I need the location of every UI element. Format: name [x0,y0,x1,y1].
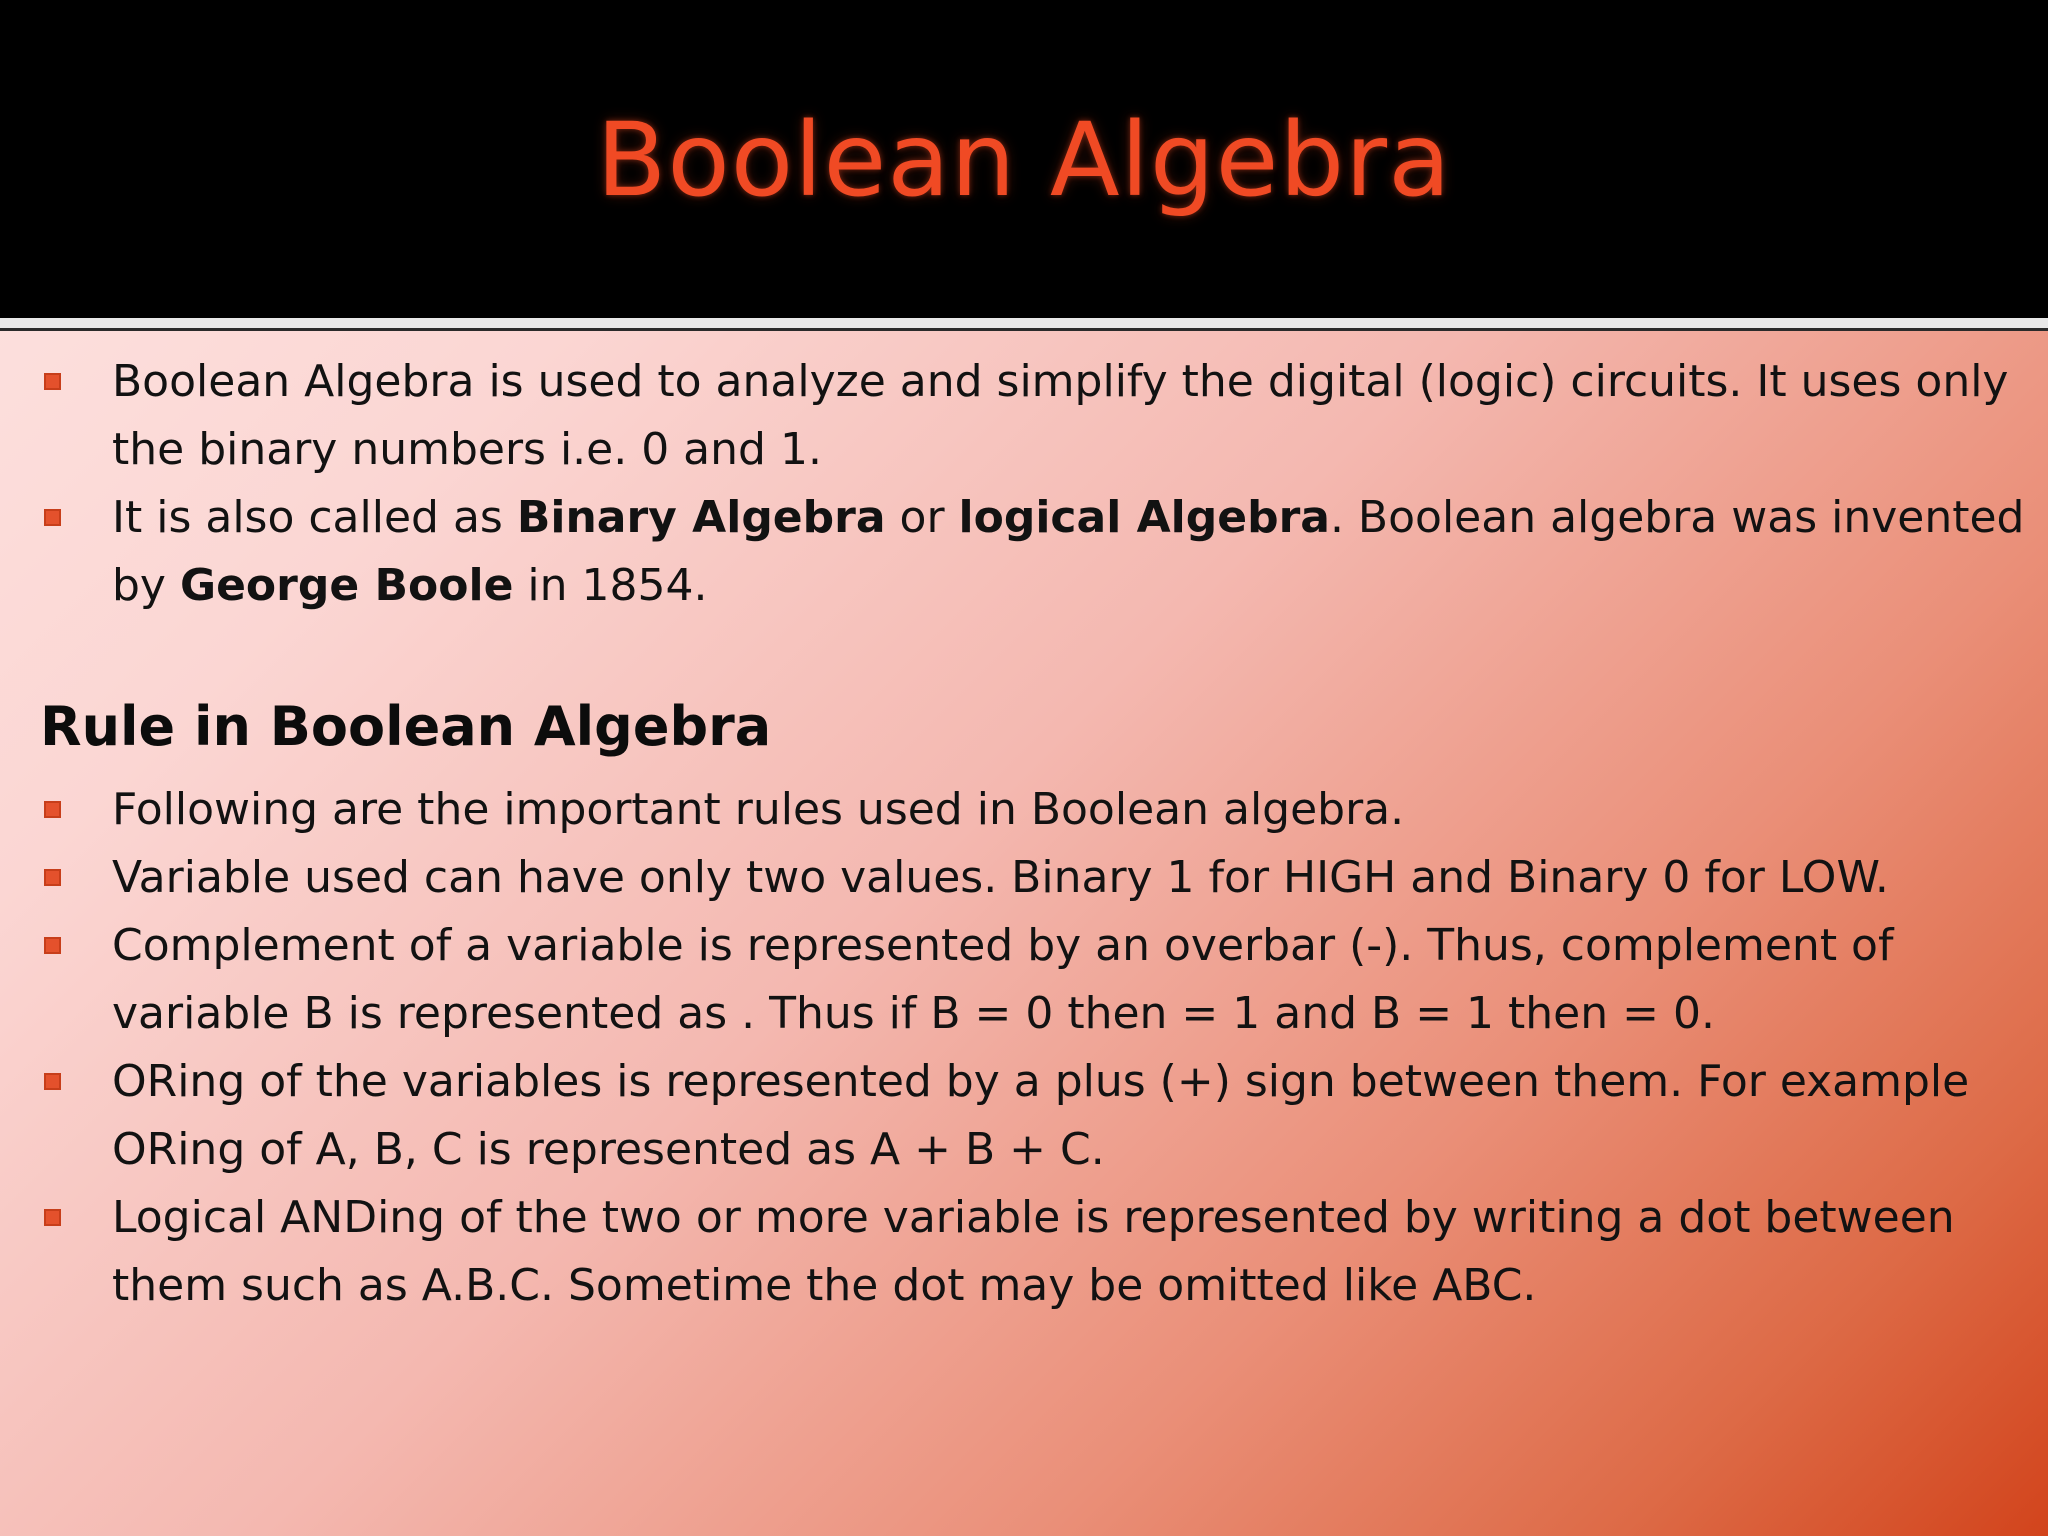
rule-bullet-4-text: ORing of the variables is represented by a plus (+) sign between them. For example ORing of A, B, C is represented as A + B + C. [112,1056,1970,1175]
rule-bullet-5-text: Logical ANDing of the two or more variable is represented by writing a dot between them such as A.B.C. Sometime the dot may be omitted like ABC. [112,1192,1955,1311]
intro-bullet-2-seg-5: . Boolean algebra was invented by [112,492,2025,611]
rule-bullet-5 [40,1184,2030,1320]
intro-bullet-2-seg-2: Binary Algebra [516,492,886,543]
rule-bullet-4 [40,1048,2030,1184]
square-bullet-icon [44,937,61,954]
intro-bullet-2 [40,484,2030,620]
section-heading: Rule in Boolean Algebra [40,695,772,758]
square-bullet-icon [44,373,61,390]
title-divider [0,318,2048,331]
intro-bullet-1-text: Boolean Algebra is used to analyze and simplify the digital (logic) circuits. It uses only the binary numbers i.e. 0 and 1. [112,356,2009,475]
square-bullet-icon [44,509,61,526]
slide-content [40,348,2030,1320]
square-bullet-icon [44,869,61,886]
intro-bullet-2-seg-1: It is also called as [112,492,517,543]
slide-title: Boolean Algebra [596,101,1452,220]
rule-bullet-2-text: Variable used can have only two values. Binary 1 for HIGH and Binary 0 for LOW. [112,852,1889,903]
rule-bullet-list [40,776,2030,1320]
intro-bullet-1 [40,348,2030,484]
square-bullet-icon [44,1073,61,1090]
rule-bullet-3 [40,912,2030,1048]
intro-bullet-list [40,348,2030,620]
rule-bullet-1 [40,776,2030,844]
rule-bullet-1-text: Following are the important rules used in Boolean algebra. [112,784,1405,835]
rule-bullet-3-text: Complement of a variable is represented by an overbar (-). Thus, complement of variable B is represented as . Thus if B = 0 then = 1 and B = 1 then = 0. [112,920,1894,1039]
intro-bullet-2-seg-4: logical Algebra [958,492,1330,543]
square-bullet-icon [44,1209,61,1226]
intro-bullet-2-seg-6: George Boole [179,560,514,611]
intro-bullet-2-seg-3: or [885,492,959,543]
rule-bullet-2 [40,844,2030,912]
square-bullet-icon [44,801,61,818]
intro-bullet-2-seg-7: in 1854. [513,560,708,611]
